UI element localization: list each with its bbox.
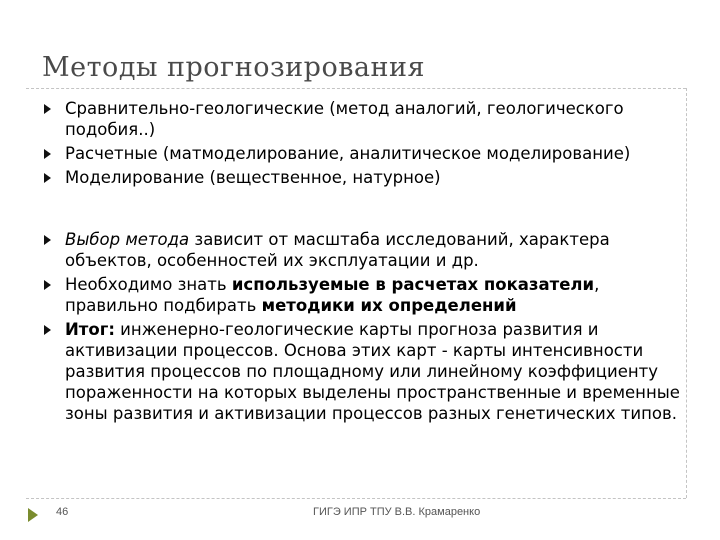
list-item [40,229,680,271]
bullet-list-methods [40,98,680,191]
bullet-arrow-icon [44,280,51,290]
footer-text: ГИГЭ ИПР ТПУ В.В. Крамаренко [313,506,481,518]
bold-text: используемые в расчетах показатели [231,275,595,294]
bullet-arrow-icon [44,235,51,245]
bullet-arrow-icon [44,104,51,114]
bullet-arrow-icon [44,325,51,335]
bottom-divider [26,498,686,499]
bullet-text: Расчетные (матмоделирование, аналитическое моделирование) [65,144,631,163]
list-item [40,98,680,140]
list-item [40,319,680,424]
bullet-text: инженерно-геологические карты прогноза развития и активизации процессов. Основа этих карт - карты интенсивности развития процессов по площадному или линейному коэффициенту пораженности на которых выделены пространственные и временные зоны развития и активизации процессов разных генетических типов. [65,320,680,423]
emphasis-text: Выбор метода [65,230,190,249]
bold-text: методики их определений [261,296,517,315]
bullet-text: Необходимо знать [65,275,232,294]
bullet-arrow-icon [44,173,51,183]
bullet-text: Сравнительно-геологические (метод аналогий, геологического подобия..) [65,99,624,139]
list-item [40,167,680,188]
bullet-text: Моделирование (вещественное, натурное) [65,168,441,187]
footer-arrow-icon [28,508,38,522]
bold-text: Итог: [65,320,115,339]
bullet-arrow-icon [44,149,51,159]
right-divider [686,88,687,498]
bullet-text: , правильно подбирать [65,275,600,315]
list-item [40,143,680,164]
list-item [40,274,680,316]
slide-title: Методы прогнозирования [42,52,426,83]
bullet-text: зависит от масштаба исследований, характера объектов, особенностей их эксплуатации и др. [65,230,610,270]
bullet-list-notes [40,229,680,427]
page-number: 46 [56,506,69,518]
top-divider [26,88,686,89]
